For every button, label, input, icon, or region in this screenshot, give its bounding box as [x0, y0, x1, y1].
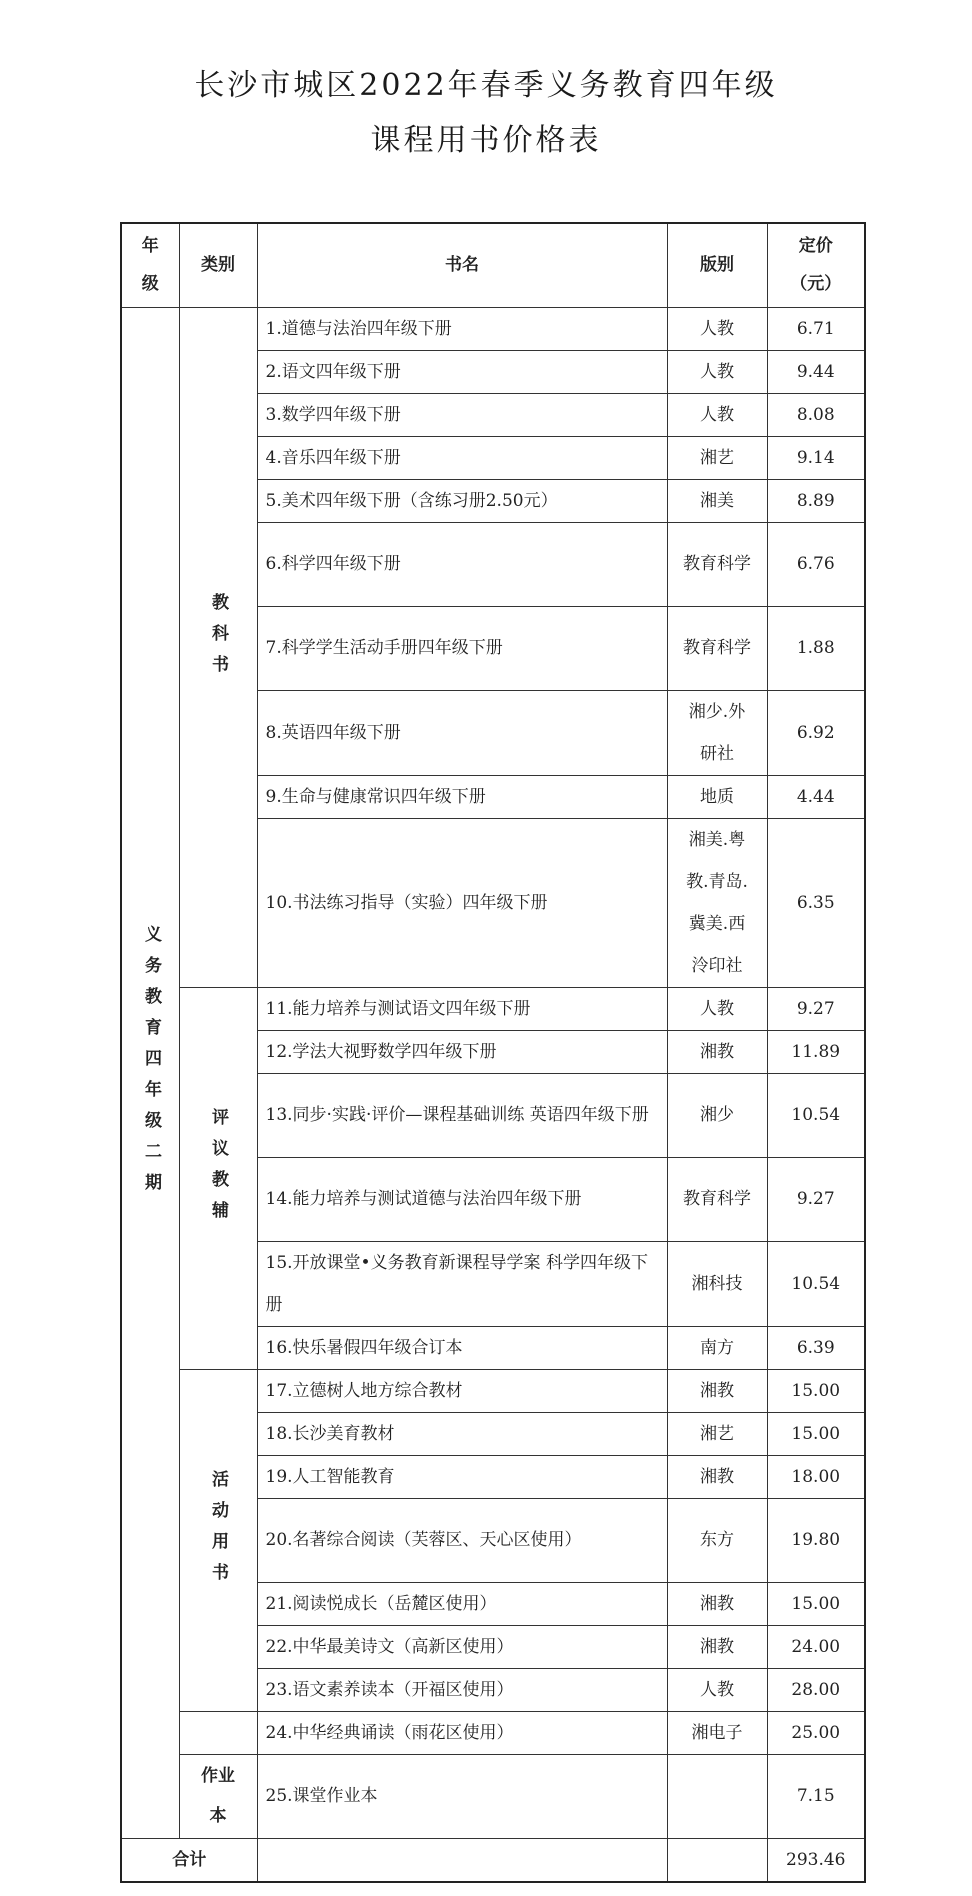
price: 6.76 — [767, 522, 865, 606]
book-name: 22.中华最美诗文（高新区使用） — [257, 1625, 667, 1668]
price: 1.88 — [767, 606, 865, 690]
category-workbook: 作业本 — [201, 1765, 235, 1826]
price: 6.92 — [767, 690, 865, 775]
book-name: 24.中华经典诵读（雨花区使用） — [257, 1711, 667, 1754]
edition: 人教 — [667, 987, 767, 1030]
total-empty-edition — [667, 1838, 767, 1882]
book-name: 20.名著综合阅读（芙蓉区、天心区使用） — [257, 1498, 667, 1582]
book-name: 25.课堂作业本 — [257, 1754, 667, 1838]
total-price: 293.46 — [767, 1838, 865, 1882]
header-book-name: 书名 — [257, 223, 667, 307]
book-name: 15.开放课堂•义务教育新课程导学案 科学四年级下册 — [257, 1241, 667, 1326]
edition: 人教 — [667, 1668, 767, 1711]
price: 24.00 — [767, 1625, 865, 1668]
book-name: 21.阅读悦成长（岳麓区使用） — [257, 1582, 667, 1625]
header-row — [121, 223, 865, 307]
edition: 湘电子 — [667, 1711, 767, 1754]
edition: 湘教 — [667, 1582, 767, 1625]
book-name: 9.生命与健康常识四年级下册 — [257, 775, 667, 818]
price: 9.27 — [767, 987, 865, 1030]
book-name: 12.学法大视野数学四年级下册 — [257, 1030, 667, 1073]
category-activity: 活动用书 — [208, 1470, 228, 1594]
edition: 湘艺 — [667, 436, 767, 479]
book-name: 10.书法练习指导（实验）四年级下册 — [257, 818, 667, 987]
table-row — [121, 1754, 865, 1838]
table-row — [121, 987, 865, 1030]
header-category: 类别 — [179, 223, 257, 307]
edition: 湘少.外研社 — [667, 690, 767, 775]
price: 9.44 — [767, 350, 865, 393]
edition — [667, 1754, 767, 1838]
total-label: 合计 — [121, 1838, 257, 1882]
header-price: 定价（元） — [767, 223, 865, 307]
book-name: 13.同步·实践·评价—课程基础训练 英语四年级下册 — [257, 1073, 667, 1157]
edition: 湘美.粤教.青岛.冀美.西泠印社 — [667, 818, 767, 987]
price: 8.89 — [767, 479, 865, 522]
edition: 东方 — [667, 1498, 767, 1582]
category-cell — [179, 1711, 257, 1754]
table-row — [121, 1711, 865, 1754]
book-name: 1.道德与法治四年级下册 — [257, 307, 667, 350]
book-name: 18.长沙美育教材 — [257, 1412, 667, 1455]
category-review: 评议教辅 — [208, 1108, 228, 1232]
table-row — [121, 307, 865, 350]
book-name: 2.语文四年级下册 — [257, 350, 667, 393]
edition: 湘教 — [667, 1455, 767, 1498]
price: 18.00 — [767, 1455, 865, 1498]
edition: 湘教 — [667, 1369, 767, 1412]
price: 15.00 — [767, 1369, 865, 1412]
book-name: 16.快乐暑假四年级合订本 — [257, 1326, 667, 1369]
grade-cell — [121, 307, 179, 1838]
total-empty-name — [257, 1838, 667, 1882]
edition: 人教 — [667, 393, 767, 436]
book-name: 3.数学四年级下册 — [257, 393, 667, 436]
edition: 湘教 — [667, 1030, 767, 1073]
book-name: 23.语文素养读本（开福区使用） — [257, 1668, 667, 1711]
edition: 教育科学 — [667, 1157, 767, 1241]
edition: 人教 — [667, 350, 767, 393]
edition: 南方 — [667, 1326, 767, 1369]
category-cell — [179, 307, 257, 987]
price: 6.71 — [767, 307, 865, 350]
category-textbook: 教科书 — [208, 592, 228, 686]
price: 19.80 — [767, 1498, 865, 1582]
edition: 湘教 — [667, 1625, 767, 1668]
book-name: 6.科学四年级下册 — [257, 522, 667, 606]
price: 15.00 — [767, 1582, 865, 1625]
price: 15.00 — [767, 1412, 865, 1455]
edition: 湘少 — [667, 1073, 767, 1157]
price: 11.89 — [767, 1030, 865, 1073]
book-name: 11.能力培养与测试语文四年级下册 — [257, 987, 667, 1030]
category-cell — [179, 1754, 257, 1838]
table-row — [121, 1369, 865, 1412]
price: 6.35 — [767, 818, 865, 987]
edition: 人教 — [667, 307, 767, 350]
book-name: 8.英语四年级下册 — [257, 690, 667, 775]
price: 9.14 — [767, 436, 865, 479]
grade-label: 义务教育四年级二期 — [141, 925, 161, 1204]
total-row — [121, 1838, 865, 1882]
header-edition: 版别 — [667, 223, 767, 307]
edition: 湘艺 — [667, 1412, 767, 1455]
book-name: 5.美术四年级下册（含练习册2.50元） — [257, 479, 667, 522]
header-grade: 年级 — [121, 223, 179, 307]
price: 25.00 — [767, 1711, 865, 1754]
book-name: 7.科学学生活动手册四年级下册 — [257, 606, 667, 690]
title-line-1: 长沙市城区2022年春季义务教育四年级 — [194, 68, 778, 103]
price: 9.27 — [767, 1157, 865, 1241]
edition: 湘科技 — [667, 1241, 767, 1326]
price: 6.39 — [767, 1326, 865, 1369]
edition: 教育科学 — [667, 606, 767, 690]
edition: 教育科学 — [667, 522, 767, 606]
price-table — [120, 222, 866, 1883]
price: 10.54 — [767, 1073, 865, 1157]
category-cell — [179, 1369, 257, 1711]
price: 7.15 — [767, 1754, 865, 1838]
book-name: 14.能力培养与测试道德与法治四年级下册 — [257, 1157, 667, 1241]
category-cell — [179, 987, 257, 1369]
price: 4.44 — [767, 775, 865, 818]
price: 10.54 — [767, 1241, 865, 1326]
book-name: 17.立德树人地方综合教材 — [257, 1369, 667, 1412]
book-name: 4.音乐四年级下册 — [257, 436, 667, 479]
price: 8.08 — [767, 393, 865, 436]
title-line-2: 课程用书价格表 — [370, 123, 602, 158]
price: 28.00 — [767, 1668, 865, 1711]
edition: 地质 — [667, 775, 767, 818]
edition: 湘美 — [667, 479, 767, 522]
book-name: 19.人工智能教育 — [257, 1455, 667, 1498]
